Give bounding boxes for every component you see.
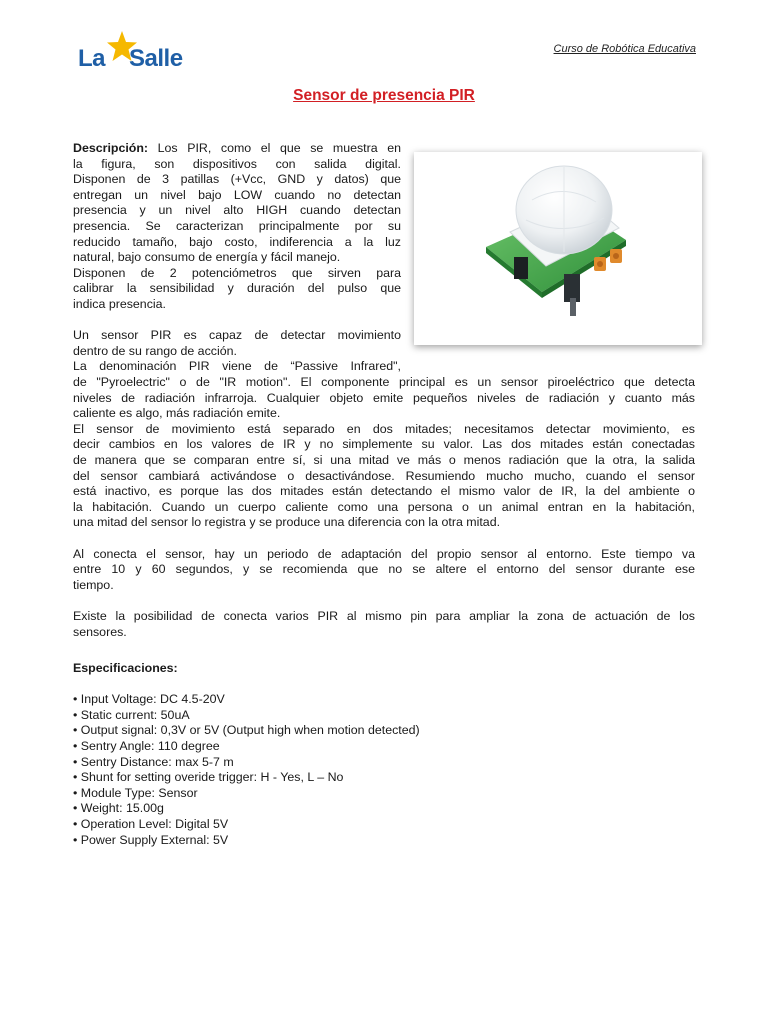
description-line: Los PIR, como el que se muestra en: [148, 141, 401, 155]
body-line: decir cambios en los valores de IR y no simplemente su valor. Las dos mitades están conectadas: [73, 437, 695, 452]
spec-item: • Operation Level: Digital 5V: [73, 816, 229, 831]
description-line: presencia. Se caracterizan principalmente por su: [73, 218, 401, 233]
la-salle-logo: [78, 30, 193, 76]
description-label: Descripción:: [73, 141, 149, 155]
body-line: caliente es algo, más radiación emite.: [73, 406, 281, 421]
description-line: Disponen de 2 potenciómetros que sirven para: [73, 265, 401, 280]
description-line: natural, bajo consumo de energía y fácil manejo.: [73, 250, 341, 265]
description-line: La denominación PIR viene de “Passive Infrared",: [73, 359, 401, 374]
specs-section: [73, 661, 695, 848]
body-line: la habitación. Cuando un cuerpo caliente como una persona o un animal entran en la habitación,: [73, 499, 695, 514]
body-line: Existe la posibilidad de conecta varios PIR al mismo pin para ampliar la zona de actuación de los: [73, 608, 695, 623]
specs-list: [73, 692, 695, 848]
description-line: Disponen de 3 patillas (+Vcc, GND y datos) que: [73, 172, 401, 187]
pir-sensor-image: [414, 152, 702, 345]
description-line: la figura, son dispositivos con salida digital.: [73, 156, 401, 171]
spec-item: • Weight: 15.00g: [73, 801, 164, 816]
body-line: El sensor de movimiento está separado en dos mitades; necesitamos detectar movimiento, es: [73, 421, 695, 436]
course-name: Curso de Robótica Educativa: [553, 43, 696, 55]
description-line: presencia y un nivel alto HIGH cuando detectan: [73, 203, 401, 218]
body-line: sensores.: [73, 624, 127, 639]
description-line: indica presencia.: [73, 296, 166, 311]
body-line: está inactivo, es porque las dos mitades están detectando el mismo valor de IR, la del ambiente o: [73, 484, 695, 499]
spec-item: • Sentry Distance: max 5-7 m: [73, 754, 234, 769]
body-line: entre 10 y 60 segundos, y se recomienda que no se altere el entorno del sensor durante ese: [73, 562, 695, 577]
description-line: entregan un nivel bajo LOW cuando no detectan: [73, 187, 401, 202]
body-line: del sensor cambiará activándose o desactivándose. Resumiendo mucho mucho, cuando el sensor: [73, 468, 695, 483]
spec-item: • Static current: 50uA: [73, 707, 190, 722]
spec-item: • Input Voltage: DC 4.5-20V: [73, 692, 225, 707]
description-line: Un sensor PIR es capaz de detectar movimiento: [73, 328, 401, 343]
spec-item: • Shunt for setting overide trigger: H - Yes, L – No: [73, 770, 344, 785]
description-line: dentro de su rango de acción.: [73, 343, 237, 358]
spec-item: • Output signal: 0,3V or 5V (Output high when motion detected): [73, 723, 420, 738]
spec-item: • Module Type: Sensor: [73, 785, 198, 800]
logo-text-salle: Salle: [129, 45, 183, 72]
pir-sensor-photo: [414, 152, 702, 345]
description-intro: [73, 141, 401, 375]
specs-title: Especificaciones:: [73, 661, 178, 675]
body-line: de manera que se comparan entre sí, si una mitad ve más o menos radiación que la otra, la salida: [73, 452, 695, 467]
body-line: de "Pyroelectric" o de "IR motion". El componente principal es un sensor piroeléctrico que detecta: [73, 375, 695, 389]
body-line: niveles de radiación infrarroja. Cualquier objeto emite pequeños niveles de radiación y cuanto más: [73, 390, 695, 405]
logo-text-la: La: [78, 45, 106, 72]
description-line: reducido tamaño, bajo costo, indiferencia a la luz: [73, 234, 401, 249]
description-body: [73, 375, 695, 640]
body-line: Al conecta el sensor, hay un periodo de adaptación del propio sensor al entorno. Este tiempo va: [73, 546, 695, 561]
description-line: calibrar la sensibilidad y duración del pulso que: [73, 281, 401, 296]
spec-item: • Sentry Angle: 110 degree: [73, 738, 220, 753]
body-line: una mitad del sensor lo registra y se produce una diferencia con la otra mitad.: [73, 515, 501, 530]
body-line: tiempo.: [73, 577, 114, 592]
spec-item: • Power Supply External: 5V: [73, 832, 229, 847]
document-title: Sensor de presencia PIR: [293, 87, 475, 104]
